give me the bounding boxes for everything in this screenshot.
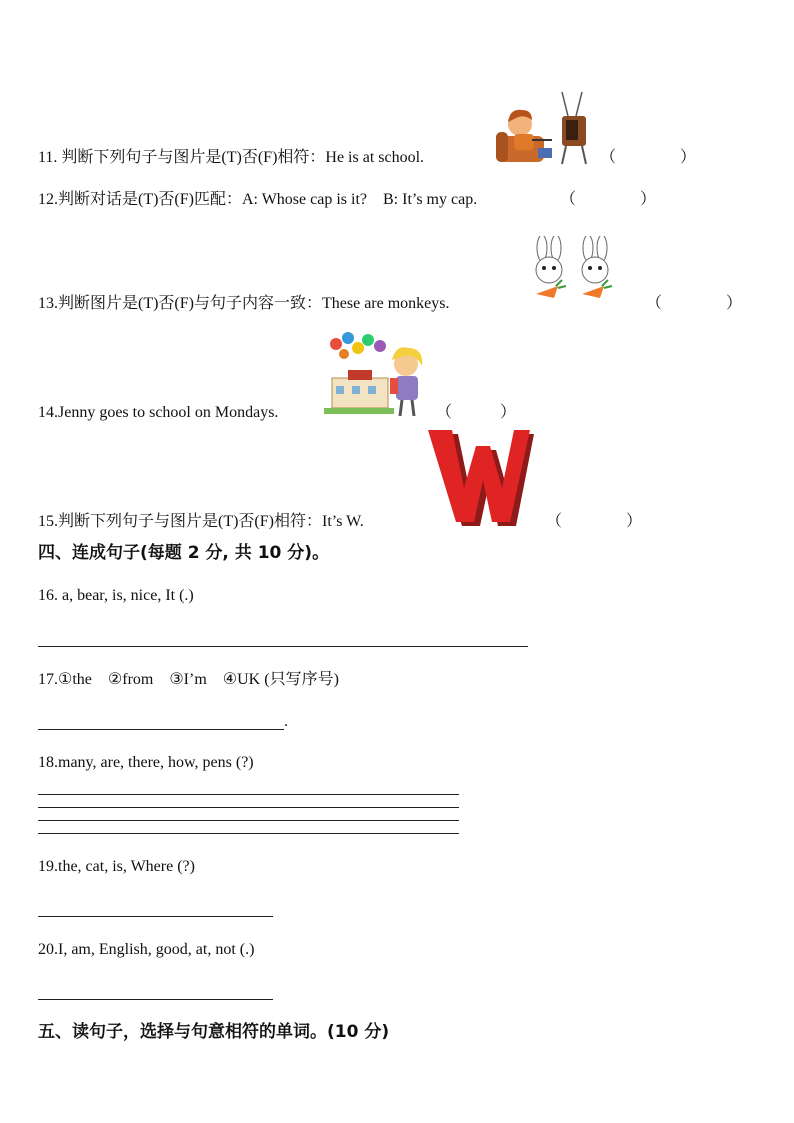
- question-16: [38, 586, 194, 606]
- question-20-text: 20.I, am, English, good, at, not (.): [38, 941, 255, 958]
- question-15-text: 15.判断下列句子与图片是(T)否(F)相符：It’s W.: [38, 513, 364, 530]
- section-4-heading: 四、连成句子(每题 2 分, 共 10 分)。: [38, 543, 330, 563]
- writing-line-18-a[interactable]: [38, 794, 459, 795]
- question-14: [38, 403, 278, 423]
- answer-paren-12[interactable]: （ ）: [560, 191, 657, 208]
- question-14-text: 14.Jenny goes to school on Mondays.: [38, 404, 279, 421]
- question-16-text: 16. a, bear, is, nice, It (.): [38, 587, 194, 604]
- answer-paren-13[interactable]: （ ）: [646, 295, 743, 312]
- question-18-text: 18.many, are, there, how, pens (?): [38, 754, 254, 771]
- letter-w-image: [426, 428, 538, 530]
- answer-line-19[interactable]: [38, 916, 273, 917]
- question-13-text: 13.判断图片是(T)否(F)与句子内容一致：These are monkeys.: [38, 295, 450, 312]
- question-19: [38, 857, 195, 877]
- question-19-text: 19.the, cat, is, Where (?): [38, 858, 195, 875]
- answer-paren-11[interactable]: （ ）: [600, 149, 697, 166]
- question-17-period: .: [284, 713, 288, 730]
- answer-line-16[interactable]: [38, 646, 528, 647]
- question-13: [38, 294, 450, 314]
- writing-line-18-c[interactable]: [38, 820, 459, 821]
- writing-line-18-b[interactable]: [38, 807, 459, 808]
- question-17-text: 17.①the ②from ③I’m ④UK (只写序号): [38, 671, 339, 688]
- answer-line-20[interactable]: [38, 999, 273, 1000]
- question-17: [38, 670, 339, 690]
- question-20: [38, 940, 254, 960]
- answer-line-17[interactable]: [38, 729, 284, 730]
- question-12-text: 12.判断对话是(T)否(F)匹配：A: Whose cap is it? B: It’s my cap.: [38, 191, 478, 208]
- writing-line-18-d[interactable]: [38, 833, 459, 834]
- question-11: [38, 148, 424, 168]
- answer-paren-15[interactable]: （ ）: [546, 513, 643, 530]
- girl-school-image: [324, 330, 434, 420]
- question-15: [38, 512, 364, 532]
- boy-watching-tv-image: [494, 88, 594, 166]
- question-12: [38, 190, 477, 210]
- rabbits-image: [528, 236, 620, 306]
- answer-paren-14[interactable]: （ ）: [436, 404, 517, 421]
- question-11-text: 11. 判断下列句子与图片是(T)否(F)相符：He is at school.: [38, 149, 425, 166]
- question-18: [38, 753, 254, 773]
- section-5-heading: 五、读句子，选择与句意相符的单词。(10 分): [38, 1022, 390, 1042]
